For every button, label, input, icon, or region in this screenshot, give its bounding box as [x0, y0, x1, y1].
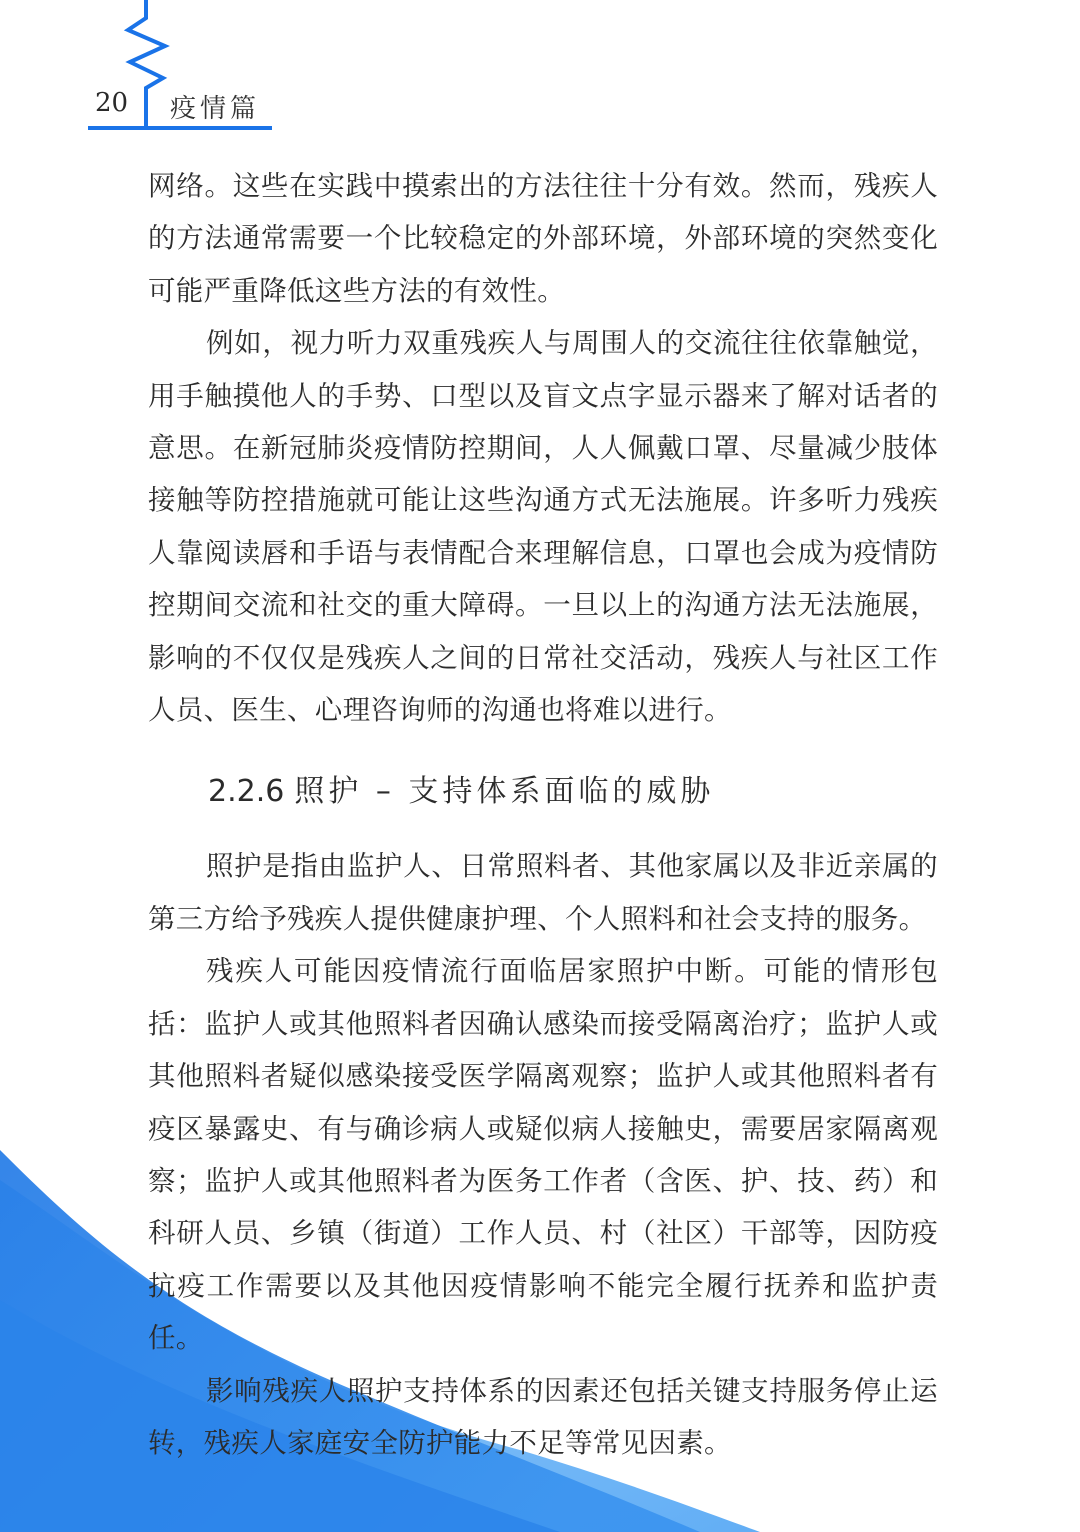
- paragraph-5: 影响残疾人照护支持体系的因素还包括关键支持服务停止运转，残疾人家庭安全防护能力不足等常见因素。: [148, 1374, 938, 1459]
- body-text: [148, 160, 938, 1469]
- paragraph-2: 例如，视力听力双重残疾人与周围人的交流往往依靠触觉，用手触摸他人的手势、口型以及盲文点字显示器来了解对话者的意思。在新冠肺炎疫情防控期间，人人佩戴口罩、尽量减少肢体接触等防控措施就可能让这些沟通方式无法施展。许多听力残疾人靠阅读唇和手语与表情配合来理解信息，口罩也会成为疫情防控期间交流和社交的重大障碍。一旦以上的沟通方法无法施展，影响的不仅仅是残疾人之间的日常社交活动，残疾人与社区工作人员、医生、心理咨询师的沟通也将难以进行。: [148, 327, 938, 727]
- paragraph-1: 网络。这些在实践中摸索出的方法往往十分有效。然而，残疾人的方法通常需要一个比较稳定的外部环境，外部环境的突然变化可能严重降低这些方法的有效性。: [148, 170, 938, 307]
- section-heading-number: 2.2.6: [208, 774, 285, 810]
- paragraph-4: 残疾人可能因疫情流行面临居家照护中断。可能的情形包括：监护人或其他照料者因确认感染而接受隔离治疗；监护人或其他照料者疑似感染接受医学隔离观察；监护人或其他照料者有疫区暴露史、有与确诊病人或疑似病人接触史，需要居家隔离观察；监护人或其他照料者为医务工作者（含医、护、技、药）和科研人员、乡镇（街道）工作人员、村（社区）干部等，因防疫抗疫工作需要以及其他因疫情影响不能完全履行抚养和监护责任。: [148, 955, 938, 1355]
- page-number: 20: [95, 88, 129, 118]
- section-heading-title: 照护 – 支持体系面临的威胁: [294, 774, 715, 810]
- paragraph-3: 照护是指由监护人、日常照料者、其他家属以及非近亲属的第三方给予残疾人提供健康护理、个人照料和社会支持的服务。: [148, 850, 938, 935]
- section-heading: [208, 766, 938, 818]
- section-name: 疫情篇: [170, 94, 261, 124]
